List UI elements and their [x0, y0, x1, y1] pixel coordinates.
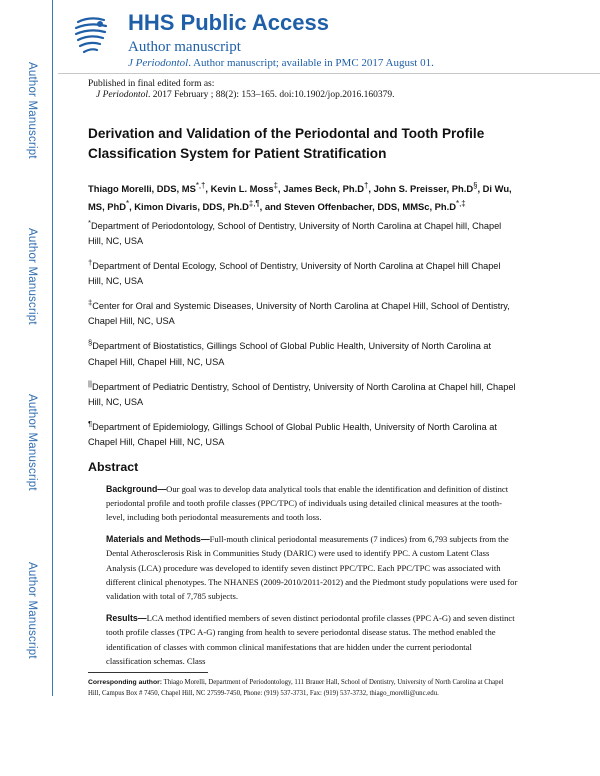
- affiliation-mark: ||: [88, 378, 92, 388]
- article-title: Derivation and Validation of the Periodontal and Tooth Profile Classification System for Patient Stratification: [88, 126, 485, 161]
- author-name: Thiago Morelli, DDS, MS: [88, 183, 196, 195]
- footnote-divider: [88, 672, 208, 673]
- author-name: , and Steven Offenbacher, DDS, MMSc, Ph.D: [259, 201, 457, 213]
- author-name: , Kevin L. Moss: [205, 183, 274, 195]
- corresponding-author-footnote: [88, 678, 516, 699]
- footnote-label: Corresponding author:: [88, 679, 163, 686]
- section-label: Materials and Methods—: [106, 534, 210, 545]
- affiliation-text: Center for Oral and Systemic Diseases, University of North Carolina at Chapel Hill, School of Dentistry, Chapel Hill, NC, USA: [88, 301, 510, 327]
- abstract-results: [106, 611, 518, 668]
- affiliation-mark: †: [88, 258, 93, 268]
- footnote-text: Thiago Morelli, Department of Periodontology, 111 Brauer Hall, School of Dentistry, University of North Carolina at Chapel Hill, Campus Box # 7450, Chapel Hill, NC 27599-7450, Phone: (919) 537-3731, Fax: (919) 537-3732, thiago_morelli@unc.edu.: [88, 679, 504, 697]
- journal-name: J Periodontol: [128, 57, 189, 69]
- margin-rule: [52, 0, 53, 696]
- affiliation-text: Department of Dental Ecology, School of Dentistry, University of North Carolina at Chapel hill Chapel Hill, NC, USA: [88, 261, 501, 287]
- side-label-author-manuscript: Author Manuscript: [26, 394, 38, 491]
- hhs-eagle-logo-icon: [70, 14, 112, 60]
- citation-journal: J Periodontol: [96, 90, 148, 100]
- affiliation-text: Department of Pediatric Dentistry, School of Dentistry, University of North Carolina at Chapel hill, Chapel Hill, NC, USA: [88, 381, 516, 407]
- affiliation: [88, 416, 518, 450]
- affiliation-mark: ‡: [88, 298, 93, 308]
- affiliation-mark: §: [88, 338, 93, 348]
- author-manuscript-subtitle: Author manuscript: [128, 39, 241, 55]
- affiliation: [88, 255, 518, 289]
- author-list: [88, 178, 518, 214]
- hhs-public-access-title: HHS Public Access: [128, 10, 329, 35]
- author-name: , John S. Preisser, Ph.D: [368, 183, 474, 195]
- abstract-background: [106, 482, 518, 525]
- side-label-author-manuscript: Author Manuscript: [26, 228, 38, 325]
- abstract-heading: Abstract: [88, 459, 139, 474]
- author-affil-mark: ‡,¶: [248, 199, 260, 209]
- side-label-author-manuscript: Author Manuscript: [26, 62, 38, 159]
- section-text: Full-mouth clinical periodontal measurements (7 indices) from 6,793 subjects from the Dental Atherosclerosis Risk in Communities Study (DARIC) were used to identify PPC. A custom Latent Class Analysis (LCA) procedure was developed to identify seven distinct PPC/TPC. Each PPC/TPC was associated with different clinical phenotypes. The NHANES (2009-2010/2011-2012) and the Piedmont study populations were used for validation with total of 7,785 subjects.: [106, 534, 518, 602]
- author-affil-mark: †: [364, 181, 369, 190]
- publication-info: [88, 79, 538, 101]
- citation: [88, 90, 538, 101]
- affiliation-text: Department of Biostatistics, Gillings School of Global Public Health, University of North Carolina at Chapel Hill, Chapel Hill, NC, USA: [88, 341, 492, 367]
- abstract-methods: [106, 532, 518, 603]
- affiliation-text: Department of Periodontology, School of Dentistry, University of North Carolina at Chapel hill, Chapel Hill, NC, USA: [88, 221, 502, 247]
- published-label: Published in final edited form as:: [88, 79, 215, 89]
- availability-line: [128, 56, 434, 70]
- citation-details: . 2017 February ; 88(2): 153–165. doi:10.1902/jop.2016.160379.: [147, 90, 395, 100]
- article-content: [88, 124, 518, 676]
- section-label: Results—: [106, 613, 147, 624]
- left-margin: [0, 0, 58, 776]
- author-affil-mark: *: [126, 199, 130, 209]
- affiliation: [88, 215, 518, 249]
- affiliation-text: Department of Epidemiology, Gillings School of Global Public Health, University of North Carolina at Chapel Hill, Chapel Hill, NC, USA: [88, 421, 497, 447]
- author-name: , James Beck, Ph.D: [278, 183, 364, 195]
- author-name: , Kimon Divaris, DDS, Ph.D: [129, 201, 249, 213]
- header-divider: [58, 73, 600, 74]
- section-text: LCA method identified members of seven distinct periodontal profile classes (PPC A-G) and seven distinct tooth profile classes (TPC A-G) ranging from health to severe periodontal disease status. The method enabled the identification of classes with common clinical manifestations that are hidden under the current periodontal classification schemas. Class: [106, 613, 515, 666]
- availability-text: . Author manuscript; available in PMC 2017 August 01.: [188, 57, 434, 69]
- affiliation: [88, 335, 518, 369]
- section-label: Background—: [106, 483, 167, 494]
- author-affil-mark: *,‡: [456, 199, 466, 209]
- affiliation-mark: *: [88, 218, 91, 228]
- author-affil-mark: §: [473, 181, 478, 190]
- affiliation: [88, 376, 518, 410]
- affiliation-mark: ¶: [88, 418, 93, 428]
- author-affil-mark: *,†: [195, 181, 206, 190]
- side-label-author-manuscript: Author Manuscript: [26, 562, 38, 659]
- author-name: , Di Wu, MS, PhD: [88, 183, 512, 213]
- author-affil-mark: ‡: [273, 181, 279, 190]
- section-text: Our goal was to develop data analytical tools that enable the identification and definition of distinct periodontal profile and tooth profile classes (PPC/TPC) of individuals using detailed clinical measures at the tooth-level, including both periodontal measurements and tooth loss.: [106, 483, 509, 523]
- affiliation: [88, 295, 518, 329]
